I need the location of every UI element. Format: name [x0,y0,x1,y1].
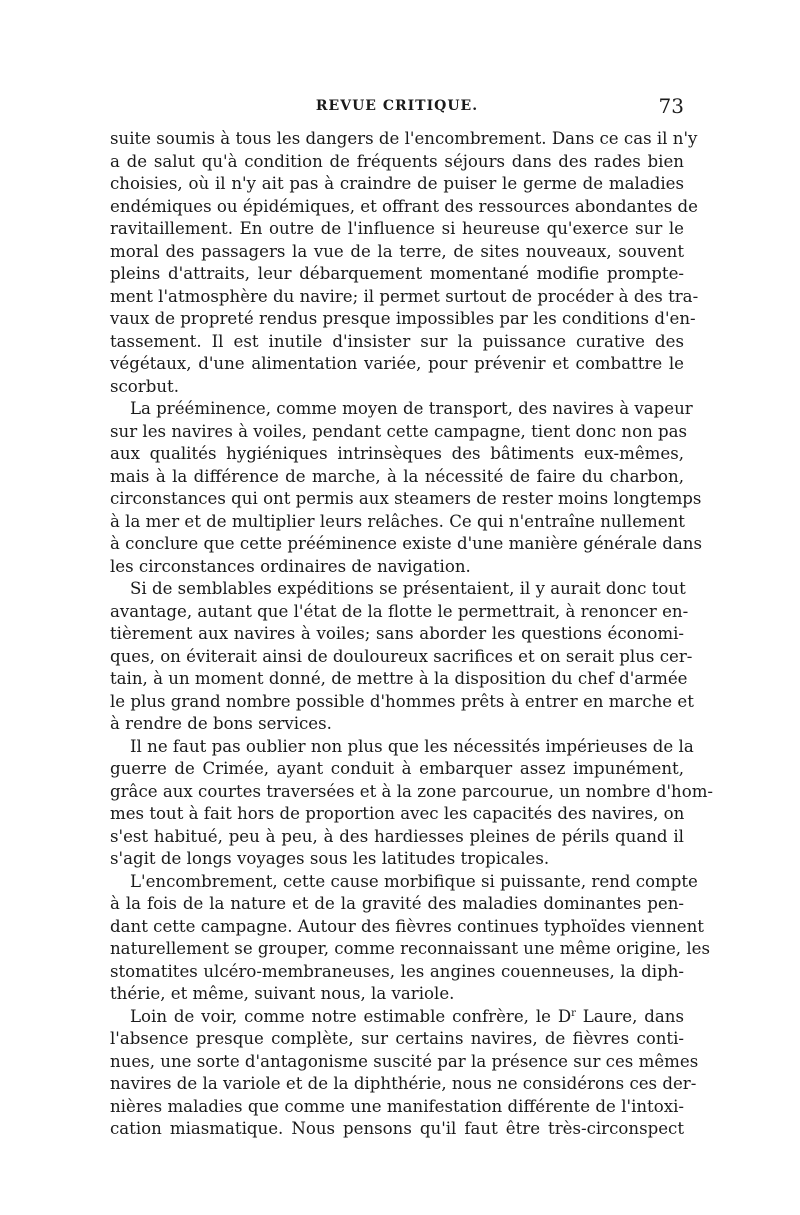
text-line: scorbut. [110,376,179,396]
paragraph [110,871,710,1006]
text-line: cation miasmatique. Nous pensons qu'il faut être très-circonspect [110,1119,684,1138]
text-line: choisies, où il n'y ait pas à craindre de puiser le germe de maladies [110,174,684,193]
text-line: nues, une sorte d'antagonisme suscité par la présence sur ces mêmes [110,1051,699,1071]
text-line: moral des passagers la vue de la terre, de sites nouveaux, souvent [110,241,684,261]
page-header [110,94,684,124]
text-line: Il ne faut pas oublier non plus que les nécessités impérieuses de la [130,736,694,756]
text-line: navires de la variole et de la diphthérie, nous ne considérons ces der- [110,1074,697,1093]
text-line: endémiques ou épidémiques, et offrant des ressources abondantes de [110,196,698,216]
text-line: thérie, et même, suivant nous, la variole. [110,984,455,1003]
text-line: aux qualités hygiéniques intrinsèques des bâtiments eux-mêmes, [110,444,684,463]
superscript: r [571,1007,576,1019]
paragraph [110,578,694,736]
text-line: ment l'atmosphère du navire; il permet surtout de procéder à des tra- [110,286,699,306]
text-line: nières maladies que comme une manifestation différente de l'intoxi- [110,1096,684,1116]
text-line: à la mer et de multiplier leurs relâches. Ce qui n'entraîne nullement [110,511,685,531]
text-line: les circonstances ordinaires de navigation. [110,556,471,576]
running-head: REVUE CRITIQUE. [315,98,479,114]
text-line: à conclure que cette prééminence existe d'une manière générale dans [110,534,703,553]
text-line: a de salut qu'à condition de fréquents séjours dans des rades bien [110,151,684,171]
paragraph [110,398,703,578]
text-line [110,1006,684,1029]
text-line: dant cette campagne. Autour des fièvres continues typhoïdes viennent [110,916,704,936]
text-line: à rendre de bons services. [110,714,332,733]
text-line: pleins d'attraits, leur débarquement momentané modifie prompte- [110,264,684,283]
text-line: grâce aux courtes traversées et à la zone parcourue, un nombre d'hom- [110,781,714,801]
text-line: ques, on éviterait ainsi de douloureux sacrifices et on serait plus cer- [110,646,693,666]
text-line: stomatites ulcéro-membraneuses, les angines couenneuses, la diph- [110,961,684,981]
text-line: suite soumis à tous les dangers de l'encombrement. Dans ce cas il n'y [110,129,698,148]
text-line: Si de semblables expéditions se présentaient, il y aurait donc tout [130,579,686,598]
page-number: 73 [658,94,684,118]
text-line: naturellement se grouper, comme reconnaissant une même origine, les [110,939,710,958]
text-line: l'absence presque complète, sur certains navires, de fièvres conti- [110,1029,684,1048]
text-line: circonstances qui ont permis aux steamers de rester moins longtemps [110,489,702,508]
text-line: tièrement aux navires à voiles; sans aborder les questions économi- [110,624,684,643]
text-line: s'est habitué, peu à peu, à des hardiesses pleines de périls quand il [110,826,684,846]
paragraph [110,736,714,871]
text-line: guerre de Crimée, ayant conduit à embarquer assez impunément, [110,759,684,778]
text-line: avantage, autant que l'état de la flotte le permettrait, à renoncer en- [110,601,689,621]
text-line: La prééminence, comme moyen de transport, des navires à vapeur [130,399,693,418]
text-line: mais à la différence de marche, à la nécessité de faire du charbon, [110,466,684,486]
text-line: sur les navires à voiles, pendant cette campagne, tient donc non pas [110,421,688,441]
text-line: tassement. Il est inutile d'insister sur la puissance curative des [110,331,684,351]
text-line: L'encombrement, cette cause morbifique si puissante, rend compte [130,871,698,891]
paragraph [110,128,699,398]
text-line: ravitaillement. En outre de l'influence si heureuse qu'exerce sur le [110,219,684,238]
text-line: le plus grand nombre possible d'hommes prêts à entrer en marche et [110,691,694,711]
text-line: tain, à un moment donné, de mettre à la disposition du chef d'armée [110,669,688,688]
paragraph [110,1006,699,1141]
body-text [110,128,714,1141]
text-line: végétaux, d'une alimentation variée, pour prévenir et combattre le [110,354,684,373]
text-fragment: Loin de voir, comme notre estimable confrère, le D [130,1006,572,1026]
text-line: s'agit de longs voyages sous les latitudes tropicales. [110,849,550,868]
text-line: à la fois de la nature et de la gravité des maladies dominantes pen- [110,894,684,913]
text-fragment: Laure, dans [575,1006,684,1026]
text-line: mes tout à fait hors de proportion avec les capacités des navires, on [110,804,685,823]
text-line: vaux de propreté rendus presque impossibles par les conditions d'en- [110,309,696,328]
